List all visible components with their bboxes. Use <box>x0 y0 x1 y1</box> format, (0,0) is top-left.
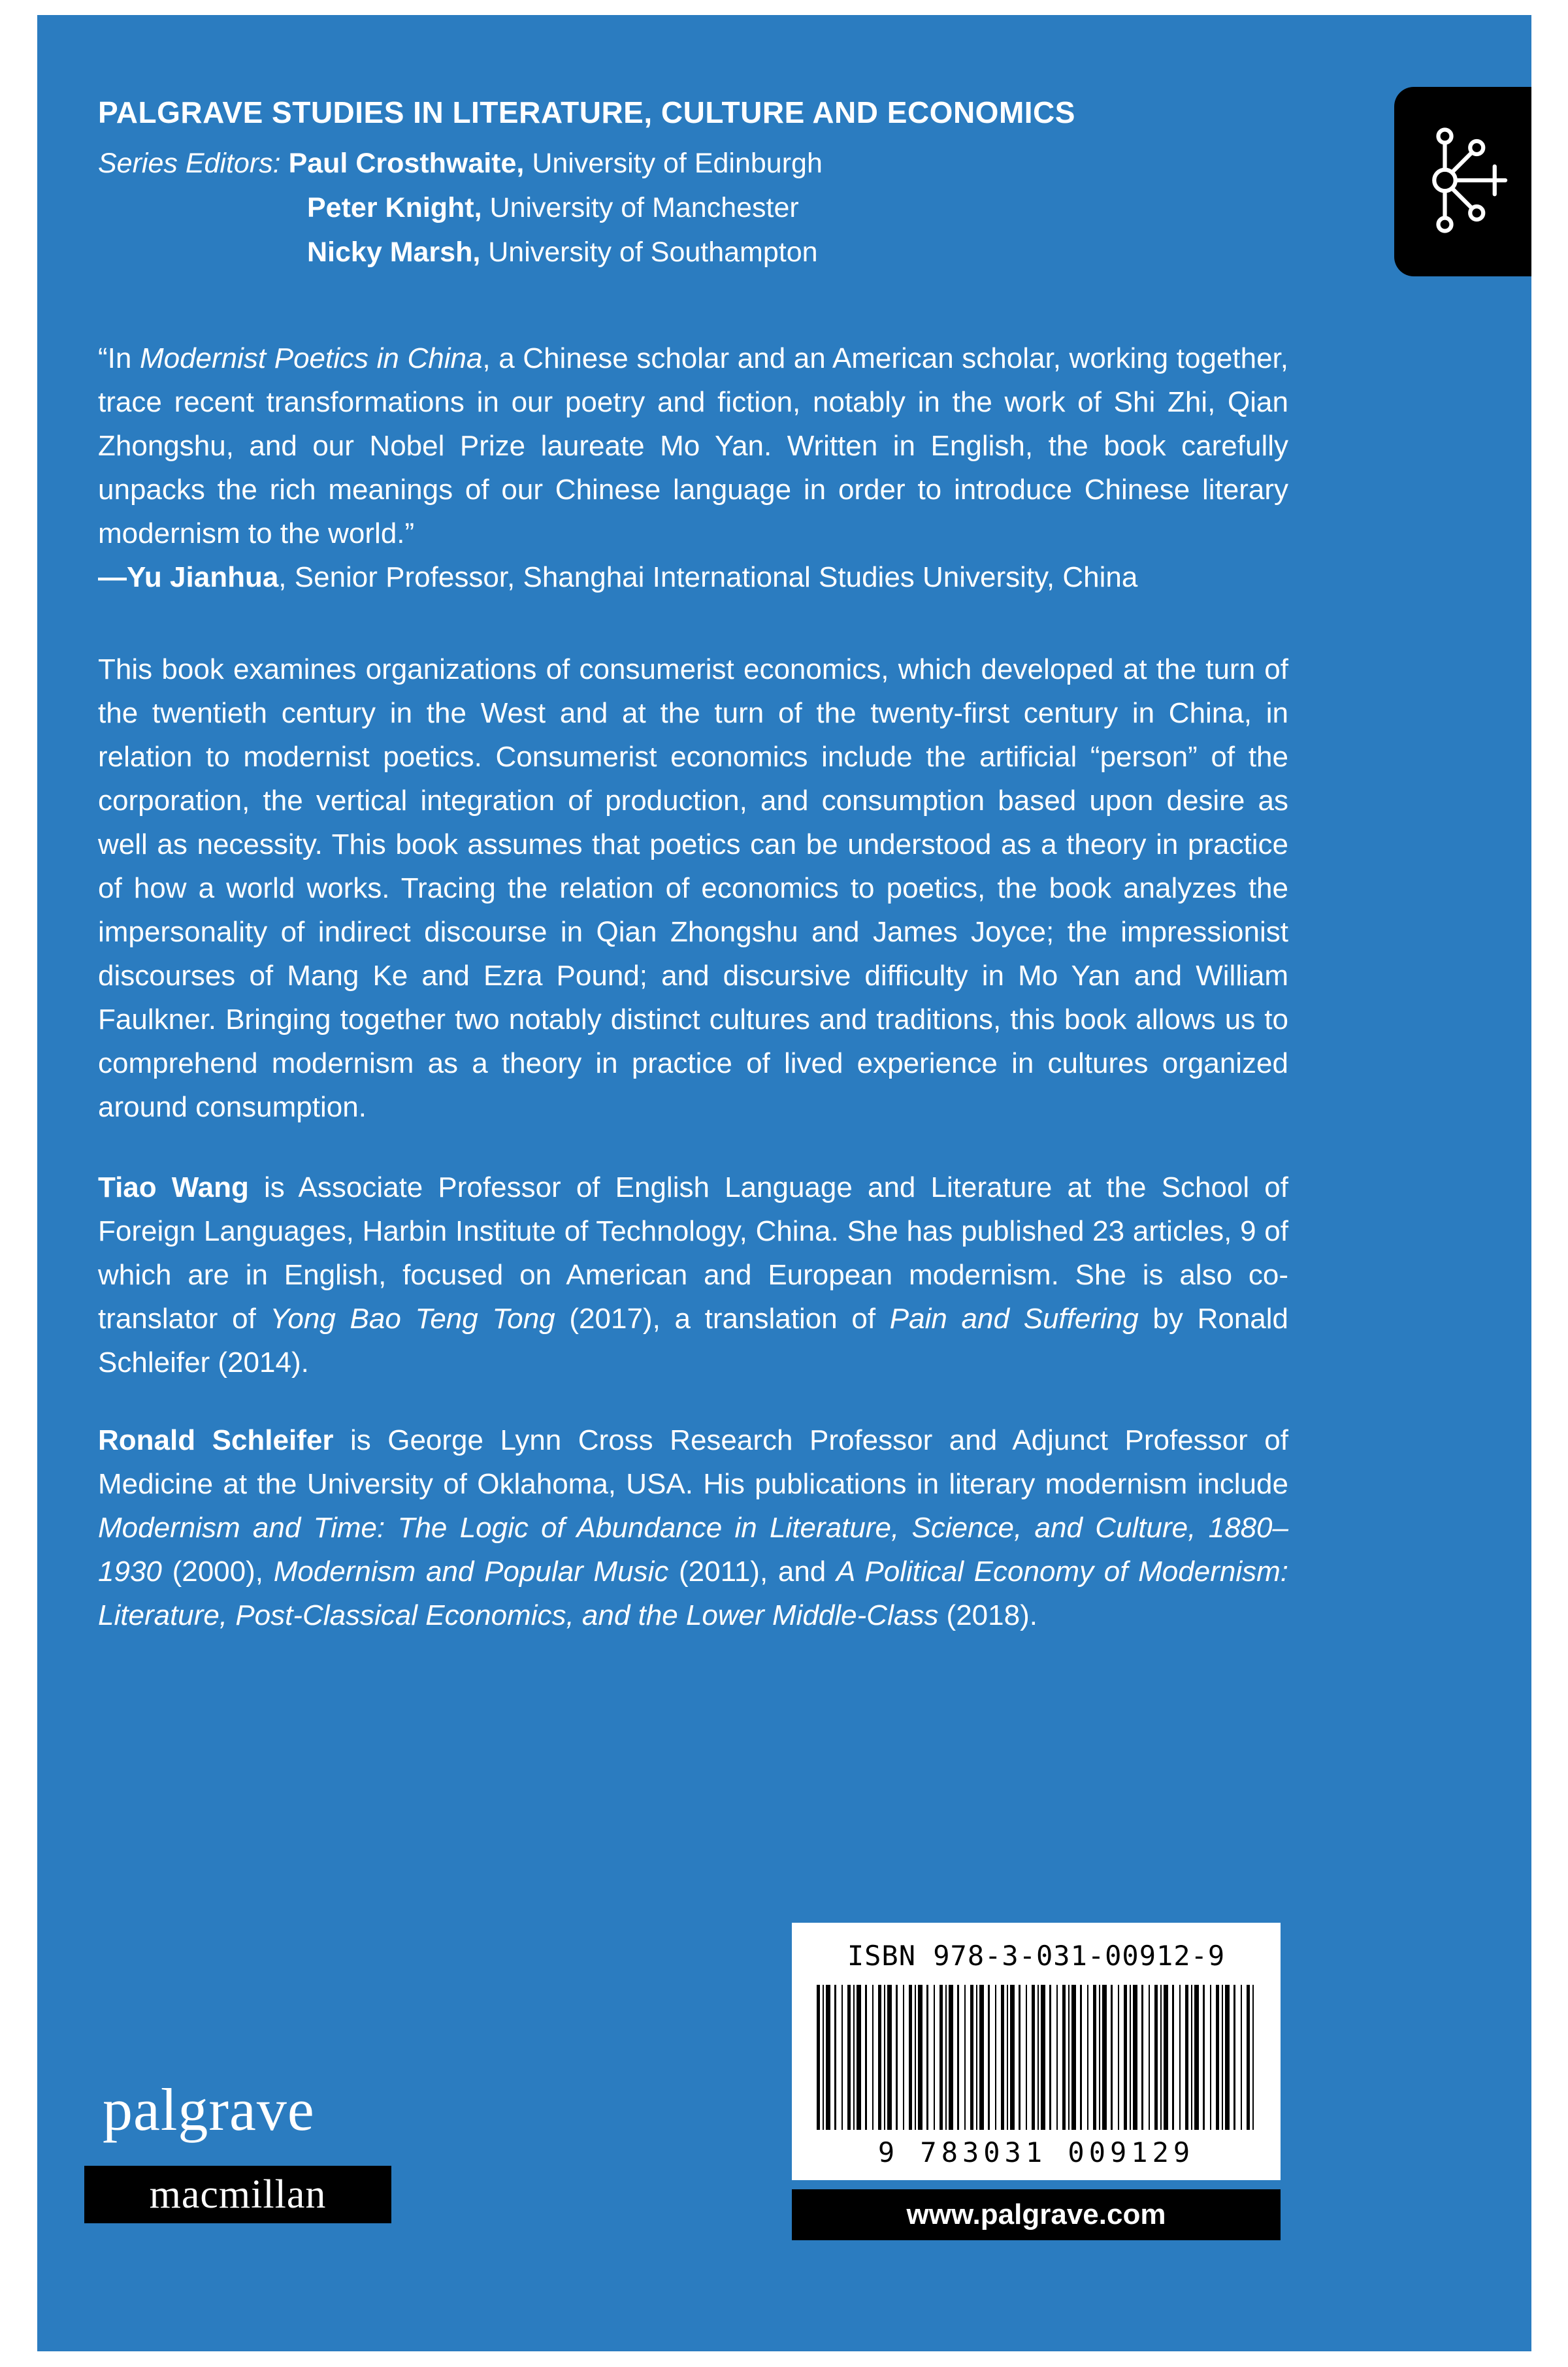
ean-digits: 9 783031 009129 <box>877 2136 1195 2168</box>
barcode-block <box>792 1923 1281 2240</box>
isbn-label: ISBN 978-3-031-00912-9 <box>847 1940 1226 1972</box>
book-title: Modernism and Time: The Logic of Abundance in Literature, Science, and Culture, 1880–1930 <box>98 1512 1288 1588</box>
editor-affiliation: University of Edinburgh <box>532 148 823 180</box>
publisher-website-bar <box>792 2189 1281 2240</box>
publisher-wordmark-palgrave: palgrave <box>103 2076 315 2143</box>
editor-name: Peter Knight, <box>307 192 482 224</box>
quote-attribution <box>98 555 1288 599</box>
author-name: Tiao Wang <box>98 1171 249 1204</box>
author-bio-schleifer <box>98 1418 1288 1637</box>
author-bio-wang <box>98 1166 1288 1384</box>
barcode-bars <box>817 1985 1256 2130</box>
cover-background <box>37 15 1531 2351</box>
editor-affiliation: University of Southampton <box>488 237 818 269</box>
palgrave-network-asterisk-icon <box>1414 115 1512 249</box>
bio-segment: by Ronald Schleifer (2014). <box>98 1303 1289 1379</box>
quoted-book-title: Modernist Poetics in China <box>139 342 483 375</box>
book-title: Pain and Suffering <box>889 1303 1139 1335</box>
editor-row <box>98 141 1288 186</box>
editor-row <box>98 186 1288 230</box>
bio-segment: (2011), and <box>668 1556 836 1588</box>
series-editors-label: Series Editors: <box>98 148 281 180</box>
book-title: Modernism and Popular Music <box>273 1556 669 1588</box>
publisher-wordmark-macmillan: macmillan <box>149 2172 327 2217</box>
publisher-wordmark-macmillan-bar <box>84 2166 391 2223</box>
book-title: A Political Economy of Modernism: Literature, Post-Classical Economics, and the Lower Middle-Class <box>98 1556 1288 1632</box>
bio-segment: is Associate Professor of English Language and Literature at the School of Foreign Languages, Harbin Institute of Technology, China. She has published 23 articles, 9 of which are in English, focused on American and European modernism. She is also co-translator of <box>98 1171 1289 1335</box>
series-editors <box>98 141 1288 274</box>
endorsement-quote <box>98 336 1288 599</box>
quote-text <box>98 336 1288 555</box>
publisher-website-url: www.palgrave.com <box>906 2198 1166 2230</box>
quote-segment: “In <box>98 342 140 375</box>
barcode-panel <box>792 1923 1281 2180</box>
quote-segment: , a Chinese scholar and an American scholar, working together, trace recent transformations in our poetry and fiction, notably in the work of Shi Zhi, Qian Zhongshu, and our Nobel Prize laureate Mo Yan. Written in English, the book carefully unpacks the rich meanings of our Chinese language in order to introduce Chinese literary modernism to the world.” <box>98 342 1289 550</box>
bio-segment: (2000), <box>161 1556 274 1588</box>
bio-segment: is George Lynn Cross Research Professor and Adjunct Professor of Medicine at the University of Oklahoma, USA. His publications in literary modernism include <box>98 1424 1288 1501</box>
editor-row <box>98 230 1288 274</box>
book-description: This book examines organizations of consumerist economics, which developed at the turn of the twentieth century in the West and at the turn of the twenty-first century in China, in relation to modernist poetics. Consumerist economics include the artificial “person” of the corporation, the vertical integration of production, and consumption based upon desire as well as necessity. This book assumes that poetics can be understood as a theory in practice of how a world works. Tracing the relation of economics to poetics, the book analyzes the impersonality of indirect discourse in Qian Zhongshu and James Joyce; the impressionist discourses of Mang Ke and Ezra Pound; and discursive difficulty in Mo Yan and William Faulkner. Bringing together two notably distinct cultures and traditions, this book allows us to comprehend modernism as a theory in practice of lived experience in cultures organized around consumption. <box>98 653 1288 1124</box>
cover-content <box>98 15 1288 1637</box>
book-title: Yong Bao Teng Tong <box>270 1303 555 1335</box>
bio-segment: (2018). <box>938 1599 1037 1632</box>
author-name: Ronald Schleifer <box>98 1424 334 1457</box>
editor-name: Paul Crosthwaite, <box>288 148 525 180</box>
editor-name: Nicky Marsh, <box>307 237 481 269</box>
attribution-name: —Yu Jianhua <box>98 561 279 594</box>
attribution-role: , Senior Professor, Shanghai International Studies University, China <box>278 561 1138 594</box>
editor-affiliation: University of Manchester <box>489 192 799 224</box>
palgrave-logo-tab <box>1394 87 1531 276</box>
bio-segment: (2017), a translation of <box>555 1303 890 1335</box>
series-title: PALGRAVE STUDIES IN LITERATURE, CULTURE AND ECONOMICS <box>98 95 1075 129</box>
